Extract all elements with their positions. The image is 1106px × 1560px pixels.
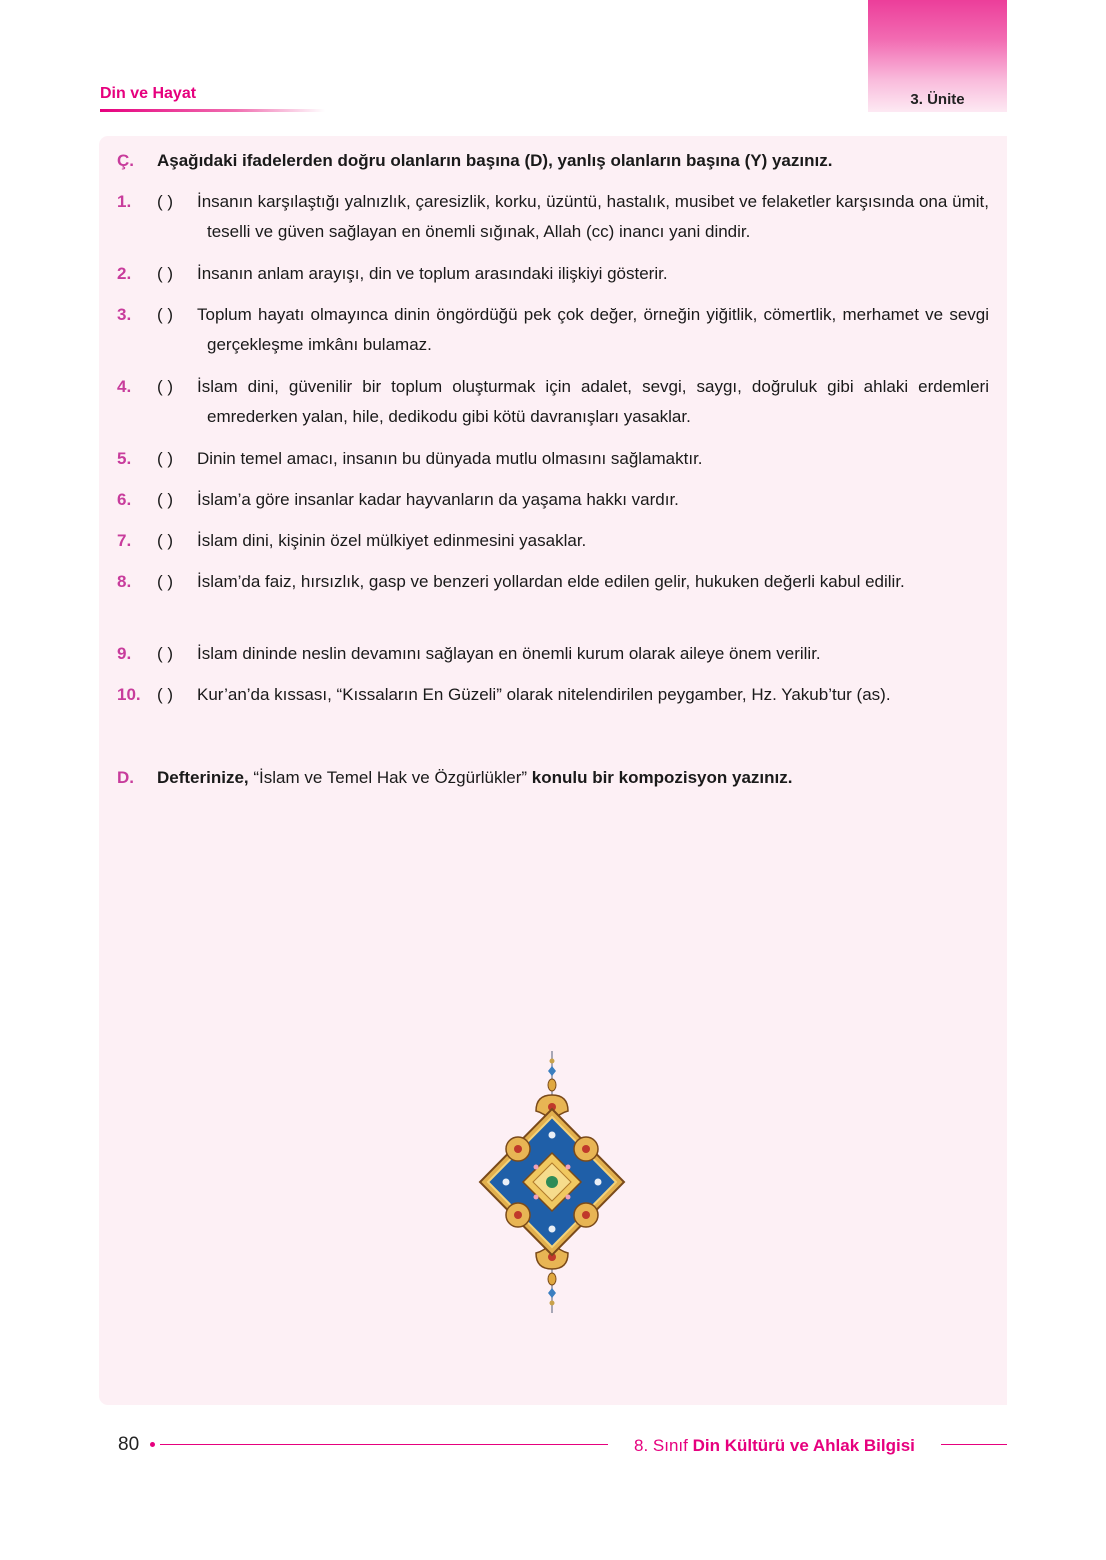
- answer-blank[interactable]: ( ): [157, 192, 174, 211]
- question-text: İslam’da faiz, hırsızlık, gasp ve benzeri yollardan elde edilen gelir, hukuken değerli kabul edilir.: [197, 572, 905, 591]
- question-text: Dinin temel amacı, insanın bu dünyada mutlu olmasını sağlamaktır.: [197, 449, 703, 468]
- section-d-prefix: Defterinize,: [157, 768, 249, 787]
- footer-rule-left: [160, 1444, 608, 1445]
- question-number: 6.: [117, 490, 132, 509]
- footer-book-title: [634, 1436, 915, 1456]
- unit-tab: [868, 0, 1007, 112]
- question-text: İnsanın anlam arayışı, din ve toplum arasındaki ilişkiyi gösterir.: [197, 264, 668, 283]
- section-title: Din ve Hayat: [100, 85, 197, 102]
- question-2: [117, 259, 989, 289]
- question-number: 4.: [117, 377, 132, 396]
- answer-blank[interactable]: ( ): [157, 685, 174, 704]
- footer-rule-right: [941, 1444, 1007, 1445]
- question-number: 1.: [117, 192, 132, 211]
- question-1: [117, 187, 989, 247]
- question-text: İslam dini, kişinin özel mülkiyet edinmesini yasaklar.: [197, 531, 587, 550]
- question-text: İnsanın karşılaştığı yalnızlık, çaresizlik, korku, üzüntü, hastalık, musibet ve felaketler karşısında ona ümit, teselli ve güven sağlayan en önemli sığınak, Allah (cc) inancı yani dindir.: [197, 192, 989, 241]
- question-number: 5.: [117, 449, 132, 468]
- question-number: 8.: [117, 572, 132, 591]
- footer-grade: 8. Sınıf: [634, 1436, 688, 1455]
- answer-blank[interactable]: ( ): [157, 531, 174, 550]
- question-text: İslam dini, güvenilir bir toplum oluşturmak için adalet, sevgi, saygı, doğruluk gibi ahlaki erdemleri emrederken yalan, hile, dedikodu gibi kötü davranışları yasaklar.: [197, 377, 989, 426]
- question-6: [117, 485, 989, 515]
- section-c-instruction: Aşağıdaki ifadelerden doğru olanların başına (D), yanlış olanların başına (Y) yazınız.: [157, 151, 833, 170]
- section-d-topic: “İslam ve Temel Hak ve Özgürlükler”: [253, 768, 528, 787]
- question-number: 9.: [117, 644, 132, 663]
- question-text: İslam’a göre insanlar kadar hayvanların da yaşama hakkı vardır.: [197, 490, 679, 509]
- question-number: 10.: [117, 685, 141, 704]
- section-d-suffix: konulu bir kompozisyon yazınız.: [531, 768, 793, 787]
- question-text: İslam dininde neslin devamını sağlayan en önemli kurum olarak aileye önem verilir.: [197, 644, 821, 663]
- page-number: 80: [118, 1434, 140, 1455]
- question-number: 2.: [117, 264, 132, 283]
- question-number: 3.: [117, 305, 132, 324]
- question-9: [117, 639, 989, 669]
- question-7: [117, 526, 989, 556]
- question-3: [117, 300, 989, 360]
- question-text: Toplum hayatı olmayınca dinin öngördüğü pek çok değer, örneğin yiğitlik, cömertlik, merhamet ve sevgi gerçekleşme imkânı bulamaz.: [197, 305, 989, 354]
- answer-blank[interactable]: ( ): [157, 644, 174, 663]
- section-d-letter: D.: [117, 768, 134, 787]
- footer-course: Din Kültürü ve Ahlak Bilgisi: [692, 1436, 915, 1455]
- question-number: 7.: [117, 531, 132, 550]
- answer-blank[interactable]: ( ): [157, 264, 174, 283]
- section-d-instruction: [157, 764, 792, 792]
- answer-blank[interactable]: ( ): [157, 377, 174, 396]
- section-c-letter: Ç.: [117, 151, 134, 170]
- answer-blank[interactable]: ( ): [157, 490, 174, 509]
- answer-blank[interactable]: ( ): [157, 305, 174, 324]
- question-8: [117, 567, 989, 597]
- footer-dot: [150, 1442, 155, 1447]
- ornament-icon: [478, 1049, 626, 1315]
- header-underline: [100, 109, 325, 112]
- unit-label: 3. Ünite: [910, 91, 965, 108]
- question-10: [117, 680, 989, 710]
- answer-blank[interactable]: ( ): [157, 572, 174, 591]
- answer-blank[interactable]: ( ): [157, 449, 174, 468]
- question-5: [117, 444, 989, 474]
- question-text: Kur’an’da kıssası, “Kıssaların En Güzeli” olarak nitelendirilen peygamber, Hz. Yakub’tur (as).: [197, 685, 891, 704]
- question-4: [117, 372, 989, 432]
